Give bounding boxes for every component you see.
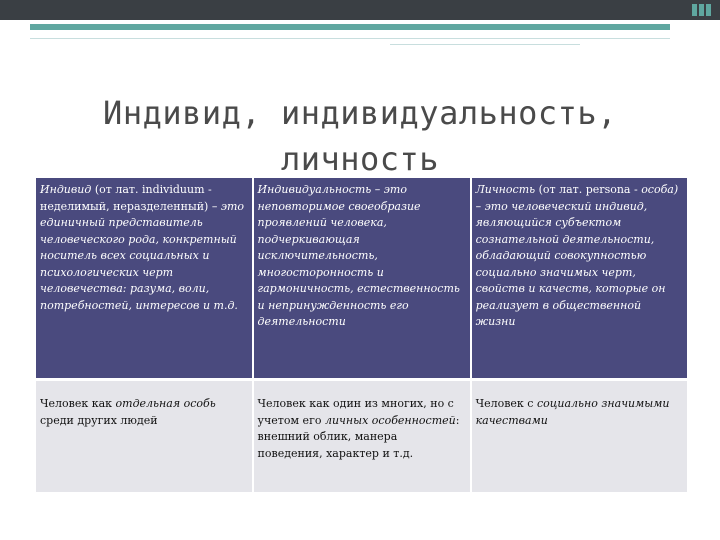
table-row	[36, 178, 687, 380]
cell-definition: особа) – это человеческий индивид, являющийся субъектом сознательной деятельности, обладающий совокупностью социально значимых черт, свойств и качеств, которые он реализует в общественной жизни	[475, 183, 679, 328]
cell-term: Индивидуальность – это неповторимое своеобразие проявлений человека, подчеркивающая исключительность, многосторонность и гармоничность, естественность и непринужденность его деятельности	[257, 183, 460, 328]
accent-rule	[30, 38, 670, 39]
cell-prefix: Человек с	[475, 397, 537, 410]
cell-suffix: : внешний облик, манера поведения, характер и т.д.	[257, 413, 460, 460]
cell-prefix: Человек как	[40, 397, 116, 410]
cell-term: Личность	[475, 183, 536, 196]
comparison-table	[36, 178, 687, 492]
table-cell	[253, 178, 471, 380]
cell-suffix: среди других людей	[40, 413, 158, 427]
table-row	[36, 380, 687, 493]
cell-emphasis: личных особенностей	[324, 413, 456, 427]
cell-origin: (от лат. individuum - неделимый, неразделенный) –	[40, 183, 221, 213]
title-line-2: личность	[280, 140, 440, 178]
slide-title	[60, 90, 660, 182]
cell-emphasis: отдельная особь	[115, 397, 216, 410]
table-cell	[253, 380, 471, 493]
table-cell	[36, 380, 253, 493]
table-cell	[471, 178, 687, 380]
corner-decor-icon	[690, 2, 712, 18]
accent-rule-short	[390, 44, 580, 45]
table-cell	[36, 178, 253, 380]
cell-emphasis: социально значимыми качествами	[475, 397, 670, 427]
table-cell	[471, 380, 687, 493]
title-line-1: Индивид, индивидуальность,	[103, 94, 617, 132]
top-decor-bar	[0, 0, 720, 20]
cell-origin: (от лат. persona -	[535, 183, 642, 196]
accent-line	[30, 24, 670, 30]
cell-term: Индивид	[40, 183, 92, 196]
cell-prefix: Человек как один из многих, но с учетом его	[257, 397, 454, 427]
cell-definition: это единичный представитель человеческого рода, конкретный носитель всех социальных и психологических черт человечества: разума, воли, потребностей, интересов и т.д.	[40, 199, 245, 312]
